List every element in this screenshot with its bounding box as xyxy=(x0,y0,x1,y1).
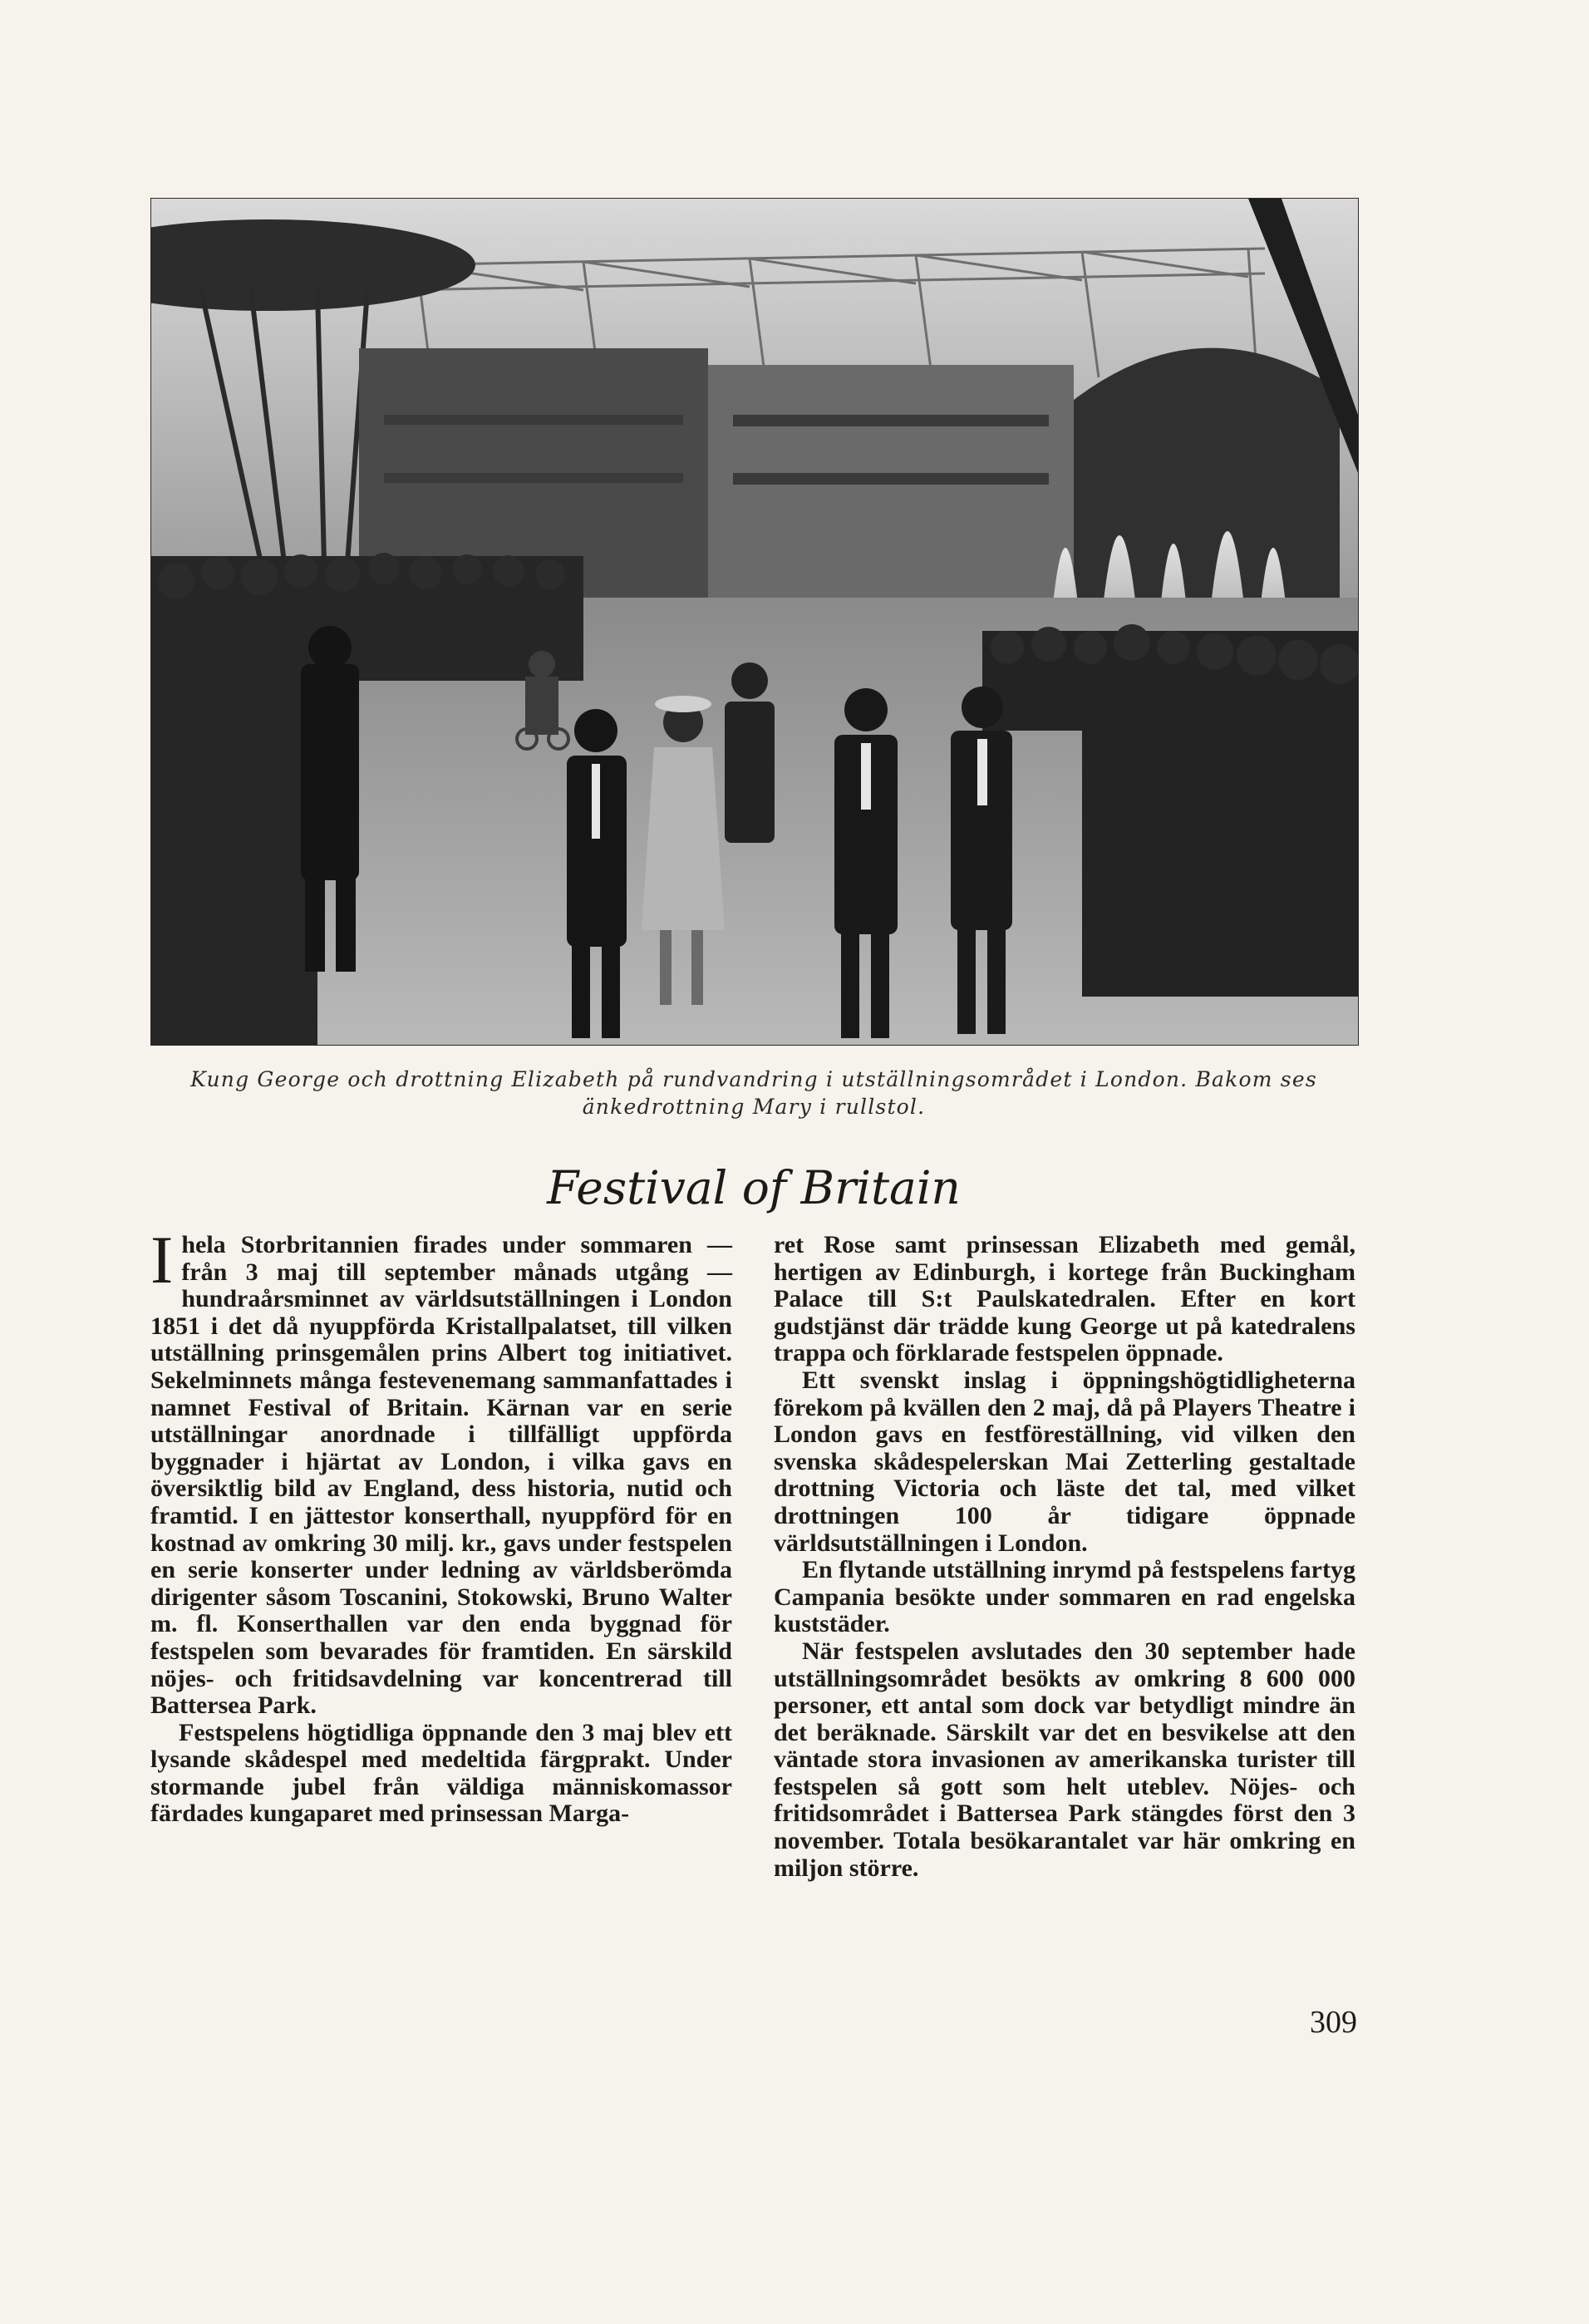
article-paragraph: När festspelen avslutades den 30 september hade utställningsområdet besökts av omkring 8 600 000 personer, ett antal som dock var betydligt mindre än det beräknade. Särskilt var det en besvikelse att den väntade stora invasionen av amerikanska turister till festspelen så gott som helt uteblev. Nöjes- och fritidsområdet i Battersea Park stängdes först den 3 november. Totala besökarantalet var här omkring en miljon större. xyxy=(774,1637,1355,1882)
article-paragraph: Festspelens högtidliga öppnande den 3 maj blev ett lysande skådespel med medeltida färgprakt. Under stormande jubel från väldiga människomassor färdades kungaparet med prinsessan Marga- xyxy=(150,1718,732,1828)
photo-illustration xyxy=(151,199,1358,1045)
article-paragraph: En flytande utställning inrymd på festspelens fartyg Campania besökte under sommaren en rad engelska kuststäder. xyxy=(774,1556,1355,1638)
photo-caption: Kung George och drottning Elizabeth på rundvandring i utställningsområdet i London. Bakom ses änkedrottning Mary i rullstol. xyxy=(190,1067,1317,1119)
page-number: 309 xyxy=(1310,2005,1357,2040)
article-title: Festival of Britain xyxy=(547,1161,961,1214)
article-right-column xyxy=(774,1232,1355,1882)
drop-cap: I xyxy=(150,1222,174,1297)
festival-photo xyxy=(150,198,1359,1046)
article-left-column xyxy=(150,1222,732,1828)
paragraph-text: hela Storbritannien firades under sommaren — från 3 maj till september månads utgång — hundraårsminnet av världsutställningen i London 1851 i det då nyuppförda Kristallpalatset, till vilken utställning prinsgemålen prins Albert tog initiativet. Sekelminnets många festevenemang sammanfattades i namnet Festival of Britain. Kärnan var en serie utställningar anordnade i tillfälligt uppförda byggnader i hjärtat av London, i vilka gavs en översiktlig bild av England, dess historia, nutid och framtid. I en jättestor konserthall, nyuppförd för en kostnad av omkring 30 milj. kr., gavs under festspelen en serie konserter under ledning av världsberömda dirigenter såsom Toscanini, Stokowski, Bruno Walter m. fl. Konserthallen var den enda byggnad för festspelen som bevarades för framtiden. En särskild nöjes- och fritidsavdelning var koncentrerad till Battersea Park. xyxy=(150,1231,732,1720)
article-paragraph: Ett svenskt inslag i öppningshögtidligheterna förekom på kvällen den 2 maj, då på Players Theatre i London gavs en festföreställning, vid vilken den svenska skådespelerskan Mai Zetterling gestaltade drottning Victoria och läste det tal, med vilket drottningen 100 år tidigare öppnade världsutställningen i London. xyxy=(774,1366,1355,1557)
article-paragraph: ret Rose samt prinsessan Elizabeth med gemål, hertigen av Edinburgh, i kortege från Buckingham Palace till S:t Paulskatedralen. Efter en kort gudstjänst där trädde kung George ut på katedralens trappa och förklarade festspelen öppnade. xyxy=(774,1231,1355,1367)
article-paragraph xyxy=(150,1222,732,1720)
